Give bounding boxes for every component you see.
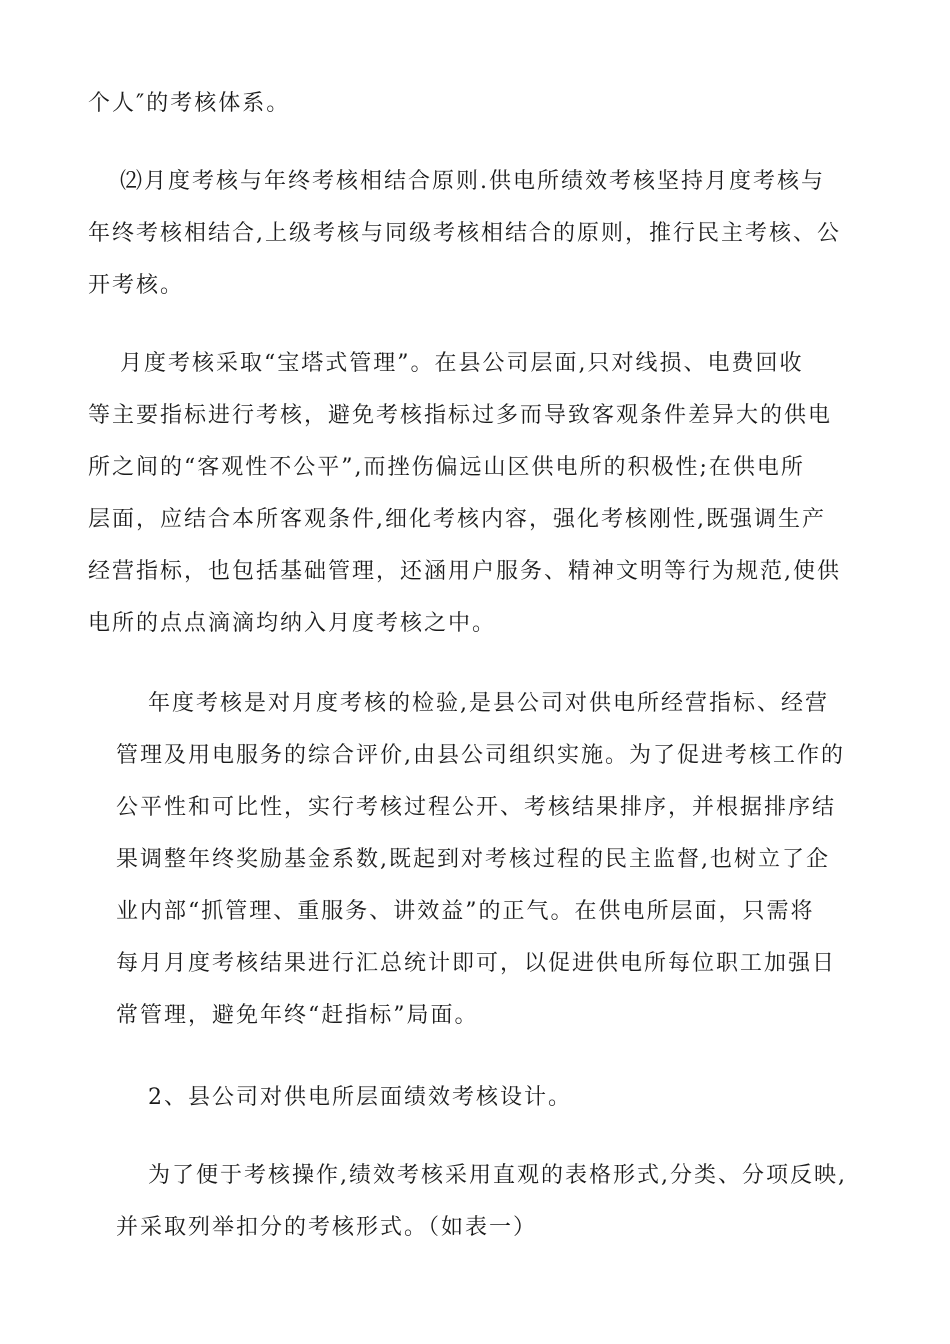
text-line: 年终考核相结合,上级考核与同级考核相结合的原则，推行民主考核、公	[88, 221, 841, 246]
text-line: 年度考核是对月度考核的检验,是县公司对供电所经营指标、经营	[148, 691, 829, 716]
text-line: 常管理，避免年终“赶指标”局面。	[116, 1003, 479, 1028]
text-line: 每月月度考核结果进行汇总统计即可，以促进供电所每位职工加强日	[116, 951, 837, 976]
text-line: 为了便于考核操作,绩效考核采用直观的表格形式,分类、分项反映,	[148, 1163, 847, 1188]
text-line: 所之间的“客观性不公平”,而挫伤偏远山区供电所的积极性;在供电所	[88, 455, 805, 480]
text-line: 层面，应结合本所客观条件,细化考核内容，强化考核刚性,既强调生产	[88, 507, 826, 532]
text-line: 等主要指标进行考核，避免考核指标过多而导致客观条件差异大的供电	[88, 403, 833, 428]
text-line: 2、县公司对供电所层面绩效考核设计。	[148, 1085, 572, 1110]
paragraph-4	[116, 678, 845, 1042]
text-line: 业内部“抓管理、重服务、讲效益”的正气。在供电所层面，只需将	[116, 899, 815, 924]
text-line: 月度考核采取“宝塔式管理”。在县公司层面,只对线损、电费回收	[120, 351, 804, 376]
text-line: ⑵月度考核与年终考核相结合原则.供电所绩效考核坚持月度考核与	[120, 169, 825, 194]
text-line: 管理及用电服务的综合评价,由县公司组织实施。为了促进考核工作的	[116, 743, 845, 768]
paragraph-3	[88, 338, 841, 650]
text-line: 公平性和可比性，实行考核过程公开、考核结果排序，并根据排序结	[116, 795, 837, 820]
text-line: 果调整年终奖励基金系数,既起到对考核过程的民主监督,也树立了企	[116, 847, 830, 872]
paragraph-5	[116, 1150, 847, 1254]
paragraph-1	[88, 78, 290, 130]
section-heading	[148, 1072, 572, 1124]
text-line: 经营指标，也包括基础管理，还涵用户服务、精神文明等行为规范,使供	[88, 559, 841, 584]
paragraph-2	[88, 156, 841, 312]
text-line: 个人″的考核体系。	[88, 91, 291, 116]
text-line: 电所的点点滴滴均纳入月度考核之中。	[88, 611, 497, 636]
text-line: 开考核。	[88, 273, 185, 298]
text-line: 并采取列举扣分的考核形式。（如表一）	[116, 1215, 538, 1240]
